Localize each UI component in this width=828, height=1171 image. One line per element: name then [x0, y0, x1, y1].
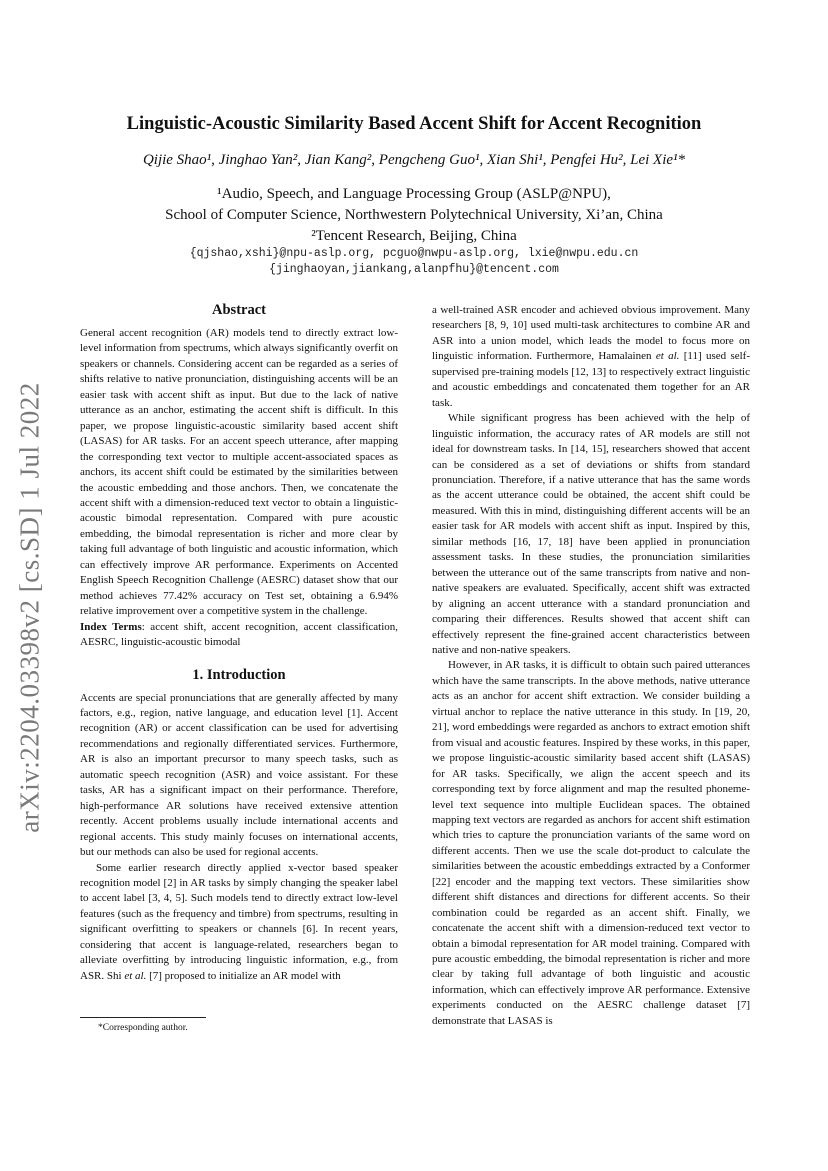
intro-p2-tail: [7] proposed to initialize an AR model with: [149, 969, 341, 982]
paper-title: Linguistic-Acoustic Similarity Based Accent Shift for Accent Recognition: [126, 114, 702, 134]
footnote-text: *Corresponding author.: [98, 1023, 188, 1033]
affiliation-line: ¹Audio, Speech, and Language Processing Group (ASLP@NPU),: [217, 186, 611, 202]
arxiv-id[interactable]: arXiv:2204.03398v2 [cs.SD] 1 Jul 2022: [14, 381, 45, 833]
intro-p2-text: Some earlier research directly applied x-vector based speaker recognition model [2] in AR tasks by simply changing the speaker label to accent label [3, 4, 5]. Such models tend to directly extract low-level features (such as the frequency and timbre) from spectrums, resulting in significant overfitting to speakers or channels [6]. In recent years, considering that accent is language-related, researchers began to alleviate overfitting by introducing linguistic information, e.g., from ASR. Shi: [80, 861, 398, 982]
right-p1-tail: [11] used self-supervised pre-training models [12, 13] to respectively extract linguistic and acoustic embeddings and concatenated them together for an AR task.: [432, 350, 750, 409]
affiliation-line: ²Tencent Research, Beijing, China: [311, 228, 517, 244]
footnote-rule: [80, 1017, 206, 1018]
intro-paragraph-2: [80, 861, 398, 985]
introduction-heading: 1. Introduction: [192, 666, 286, 683]
right-paragraph-2: While significant progress has been achieved with the help of linguistic information, the accuracy rates of AR models are still not ideal for downstream tasks. In [14, 15], researchers showed that accent can be considered as a set of deviations or shifts from standard pronunciation. Therefore, if a native utterance that has the same words as the accent utterance could be obtained, the accent shift could be measured. With this in mind, distinguishing different accents will be an easier task for AR models with accent shift as input. Inspired by this, similar methods [16, 17, 18] have been applied in pronunciation assessment tasks. In these studies, the pronunciation similarities between the utterance out of the same transcripts from native and non-native speakers are evaluated. Specifically, accent shift was extracted by aligning an accent utterance with a standard pronunciation and comparing their differences. Results showed that accent shift can effectively represent the fine-grained accent characteristics between native and non-native speakers.: [432, 412, 750, 656]
et-al: et al.: [655, 350, 680, 363]
author-emails: [60, 246, 768, 278]
abstract-heading: Abstract: [212, 302, 266, 318]
left-column: [80, 300, 398, 984]
arxiv-watermark: [8, 372, 52, 842]
intro-paragraph-1: Accents are special pronunciations that are generally affected by many factors, e.g., region, native language, and education level [1]. Accent recognition (AR) or accent classification can be used for advertising recommendations and regionally differentiated services. Furthermore, AR is also an important precursor to many speech tasks, such as automatic speech recognition (ASR) and voice assistant. For these tasks, AR has a significant impact on their performance. Therefore, high-performance AR solutions have received extensive attention recently. Accent problems usually include international accents and regional accents. This study mainly focuses on international accents, but our methods can also be used for regional accents.: [80, 691, 398, 859]
index-terms-label: Index Terms: [80, 620, 142, 633]
affiliation-line: School of Computer Science, Northwestern Polytechnical University, Xi’an, China: [165, 207, 663, 223]
email-line[interactable]: {jinghaoyan,jiankang,alanpfhu}@tencent.com: [269, 263, 559, 276]
author-list: Qijie Shao¹, Jinghao Yan², Jian Kang², Pengcheng Guo¹, Xian Shi¹, Pengfei Hu², Lei Xie¹*: [142, 152, 686, 168]
right-paragraph-1: [432, 303, 750, 411]
abstract-text: General accent recognition (AR) models tend to directly extract low-level information from spectrums, which always significantly overfit on speakers or channels. Considering accent can be regarded as a series of shifts relative to native pronunciation, distinguishing accents will be an easier task with accent shift as input. But due to the lack of native utterance as an anchor, estimating the accent shift is difficult. In this paper, we propose linguistic-acoustic similarity based accent shift (LASAS) for AR tasks. For an accent speech utterance, after mapping the corresponding text vector to multiple accent-associated spaces as anchors, its accent shift could be estimated by the similarities between the acoustic embedding and those anchors. Then, we concatenate the accent shift with a dimension-reduced text vector to obtain a linguistic-acoustic bimodal representation. Compared with pure acoustic embedding, the bimodal representation is richer and more clear by taking full advantage of both linguistic and acoustic information, which can effectively improve AR performance. Experiments on Accented English Speech Recognition Challenge (AESRC) dataset show that our method achieves 77.42% accuracy on Test set, obtaining a 6.94% relative improvement over a competitive system in the challenge.: [80, 327, 398, 618]
email-line[interactable]: {qjshao,xshi}@npu-aslp.org, pcguo@nwpu-aslp.org, lxie@nwpu.edu.cn: [189, 247, 639, 260]
right-p1-text: a well-trained ASR encoder and achieved obvious improvement. Many researchers [8, 9, 10] used multi-task architectures to combine AR and ASR into a union model, which leads the model to focus more on linguistic information. Furthermore, Hamalainen: [432, 304, 750, 363]
index-terms: [80, 620, 398, 651]
et-al: et al.: [124, 969, 147, 982]
footnote: [80, 1017, 398, 1035]
right-column: [432, 303, 750, 1029]
right-paragraph-3: However, in AR tasks, it is difficult to obtain such paired utterances which have the same transcripts. In the above methods, native utterance acts as an anchor for accent shift extraction. We consider building a virtual anchor to replace the native utterance in this study. In [19, 20, 21], word embeddings were regarded as anchors to extract emotion shift from visual and acoustic features. Inspired by these works, in this paper, we propose linguistic-acoustic similarity based accent shift (LASAS) for AR tasks. Specifically, we align the accent speech and its corresponding text by force alignment and map the resulted phoneme-level text sequence into multiple Euclidean spaces. The obtained mapping text vectors are regarded as anchors for accent shift estimation which tries to capture the pronunciation variants of the same word on different accents. Then we use the scale dot-product to calculate the similarities between the acoustic embeddings extracted by a Conformer [22] encoder and the mapping text vectors. These similarities show different shift distances and directions for different accents. So their combination could be regarded as an accent shift. Finally, we concatenate the accent shift with a dimension-reduced text vector to obtain a bimodal representation for AR model training. Compared with pure acoustic embedding, the bimodal representation is richer and more clear by taking full advantage of both linguistic and acoustic information, which can effectively improve AR performance. Extensive experiments conducted on the AESRC challenge dataset [7] demonstrate that LASAS is: [432, 659, 750, 1027]
affiliations: [60, 184, 768, 247]
index-terms-text: : accent shift, accent recognition, accent classification, AESRC, linguistic-acoustic bimodal: [80, 620, 398, 649]
